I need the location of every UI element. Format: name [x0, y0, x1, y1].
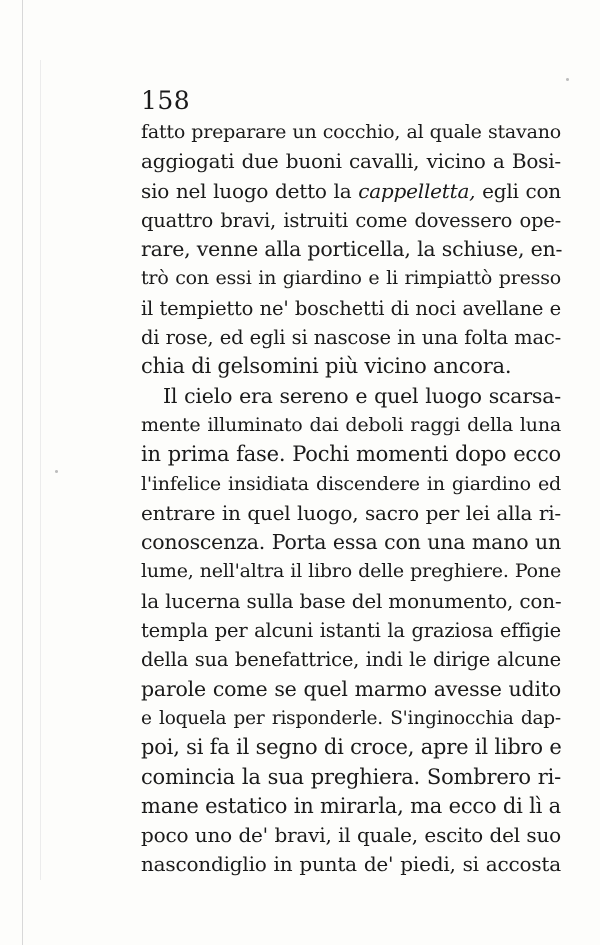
paper-speck: [566, 78, 569, 81]
text-line: l'infelice insidiata discendere in giardino ed: [141, 472, 561, 495]
text-line: della sua benefattrice, indi le dirige alcune: [141, 648, 561, 672]
text-line: comincia la sua preghiera. Sombrero ri-: [141, 764, 561, 789]
text-line: in prima fase. Pochi momenti dopo ecco: [141, 442, 561, 467]
text-line: aggiogati due buoni cavalli, vicino a Bosi-: [141, 149, 561, 174]
text-line: sio nel luogo detto la cappelletta, egli con: [141, 178, 561, 203]
text-line: conoscenza. Porta essa con una mano un: [141, 530, 561, 555]
text-line: fatto preparare un cocchio, al quale stavano: [141, 121, 561, 143]
body-text: [141, 118, 561, 880]
text-line: la lucerna sulla base del monumento, con-: [141, 588, 562, 613]
text-line: il tempietto ne' boschetti di noci avellane e: [141, 296, 561, 320]
text-line: trò con essi in giardino e li rimpiattò presso: [141, 267, 561, 290]
text-line: poi, si fa il segno di croce, apre il libro e: [141, 735, 562, 760]
text-line: quattro bravi, istruiti come dovessero ope-: [141, 208, 561, 232]
text-line: mane estatico in mirarla, ma ecco di lì a: [141, 793, 561, 818]
text-line: Il cielo era sereno e quel luogo scarsa-: [163, 383, 561, 408]
text-line: di rose, ed egli si nascose in una folta mac-: [141, 326, 561, 350]
page-number: 158: [141, 86, 191, 115]
text-line: mente illuminato dai deboli raggi della luna: [141, 413, 561, 436]
text-line: e loquela per risponderle. S'inginocchia dap-: [141, 707, 561, 729]
text-line: parole come se quel marmo avesse udito: [141, 676, 561, 701]
text-line: rare, venne alla porticella, la schiuse, en-: [141, 237, 563, 262]
italic-place-name: cappelletta,: [358, 178, 476, 203]
page-gutter-shadow: [40, 60, 41, 880]
text-line: lume, nell'altra il libro delle preghiere. Pone: [141, 560, 561, 583]
paper-speck: [55, 470, 58, 473]
text-line: chia di gelsomini più vicino ancora.: [141, 354, 512, 379]
text-line: poco uno de' bravi, il quale, escito del suo: [141, 823, 561, 848]
text-line: entrare in quel luogo, sacro per lei alla ri-: [141, 500, 561, 525]
text-line: templa per alcuni istanti la graziosa effigie: [141, 619, 561, 643]
text-line: nascondiglio in punta de' piedi, si accosta: [141, 852, 561, 877]
page-gutter-line: [22, 0, 23, 945]
